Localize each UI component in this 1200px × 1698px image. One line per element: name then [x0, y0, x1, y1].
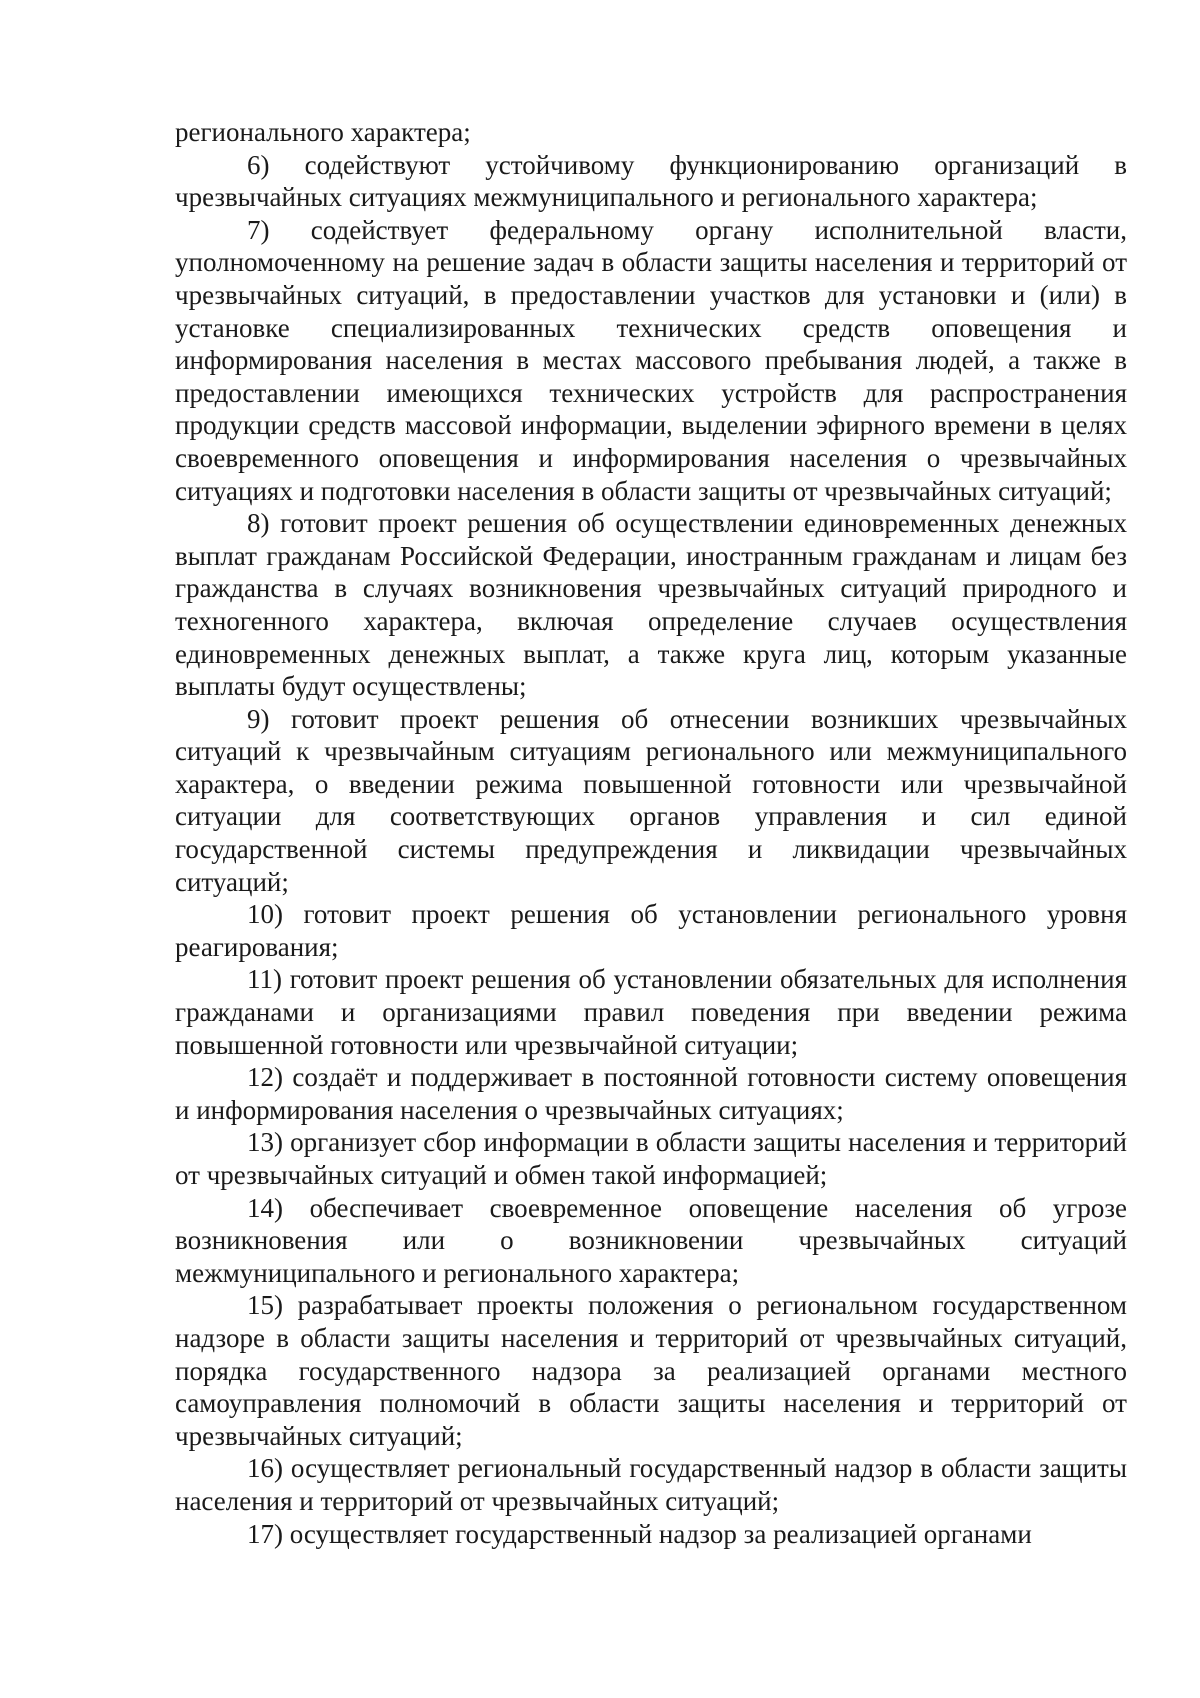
document-body [175, 116, 1127, 1550]
paragraph-item-6: 6) содействуют устойчивому функционированию организаций в чрезвычайных ситуациях межмуниципального и регионального характера; [175, 149, 1127, 213]
paragraph-item-13: 13) организует сбор информации в области защиты населения и территорий от чрезвычайных ситуаций и обмен такой информацией; [175, 1127, 1127, 1190]
paragraph-item-16: 16) осуществляет региональный государственный надзор в области защиты населения и территорий от чрезвычайных ситуаций; [175, 1453, 1127, 1516]
paragraph-item-11: 11) готовит проект решения об установлении обязательных для исполнения гражданами и организациями правил поведения при введении режима повышенной готовности или чрезвычайной ситуации; [175, 964, 1127, 1060]
paragraph-item-15: 15) разрабатывает проекты положения о региональном государственном надзоре в области защиты населения и территорий от чрезвычайных ситуаций, порядка государственного надзора за реализацией органами местного самоуправления полномочий в области защиты населения и территорий от чрезвычайных ситуаций; [175, 1290, 1127, 1451]
paragraph-continuation: регионального характера; [175, 117, 471, 147]
paragraph-item-12: 12) создаёт и поддерживает в постоянной готовности систему оповещения и информирования населения о чрезвычайных ситуациях; [175, 1062, 1127, 1125]
paragraph-item-7: 7) содействует федеральному органу исполнительной власти, уполномоченному на решение задач в области защиты населения и территорий от чрезвычайных ситуаций, в предоставлении участков для установки и (или) в установке специализированных технических средств оповещения и информирования населения в местах массового пребывания людей, а также в предоставлении имеющихся технических устройств для распространения продукции средств массовой информации, выделении эфирного времени в целях своевременного оповещения и информирования населения о чрезвычайных ситуациях и подготовки населения в области защиты от чрезвычайных ситуаций; [175, 214, 1127, 506]
paragraph-item-14: 14) обеспечивает своевременное оповещение населения об угрозе возникновения или о возникновении чрезвычайных ситуаций межмуниципального и регионального характера; [175, 1192, 1127, 1288]
paragraph-item-10: 10) готовит проект решения об установлении регионального уровня реагирования; [175, 899, 1127, 962]
paragraph-item-9: 9) готовит проект решения об отнесении возникших чрезвычайных ситуаций к чрезвычайным ситуациям регионального или межмуниципального характера, о введении режима повышенной готовности или чрезвычайной ситуации для соответствующих органов управления и сил единой государственной системы предупреждения и ликвидации чрезвычайных ситуаций; [175, 703, 1127, 897]
paragraph-item-8: 8) готовит проект решения об осуществлении единовременных денежных выплат гражданам Российской Федерации, иностранным гражданам и лицам без гражданства в случаях возникновения чрезвычайных ситуаций природного и техногенного характера, включая определение случаев осуществления единовременных денежных выплат, а также круга лиц, которым указанные выплаты будут осуществлены; [175, 508, 1127, 702]
paragraph-item-17: 17) осуществляет государственный надзор за реализацией органами [247, 1518, 1032, 1549]
